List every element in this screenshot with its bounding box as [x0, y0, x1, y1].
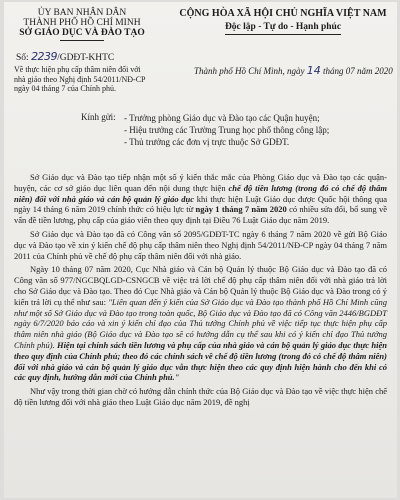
- handwritten-day: 14: [306, 64, 321, 77]
- recipient-item: - Hiệu trưởng các Trường Trung học phổ thông công lập;: [124, 125, 330, 135]
- body-paragraph-2: Sở Giáo dục và Đào tạo đã có Công văn số 2095/GDĐT-TC ngày 6 tháng 7 năm 2020 về gửi Bộ Giáo dục và Đào tạo về xin ý kiến chế độ phụ cấp thâm niên theo Nghị định 54/2011/NĐ-CP ngày 04 tháng 7 năm 2011 của Chính phủ về chế độ phụ cấp thâm niên đối với nhà giáo.: [14, 228, 387, 261]
- body-text: Ngày 10 tháng 07 năm 2020, Cục Nhà giáo và Cán bộ Quản lý thuộc Bộ Giáo dục và Đào tạo đã có Công văn số 977/NGCBQLGD-CSNGCB về việc trả lời chế độ phụ cấp thâm niên đối với nhà giáo trả lời cho Sở Giáo dục và Đào tạo. Theo đó Cục Nhà giáo và Cán bộ Quản lý thuộc Bộ Giáo dục và Đào trong có ý kiến trả lời cụ thể như sau:: [14, 264, 387, 307]
- nation-name: CỘNG HÒA XÃ HỘI CHỦ NGHĨA VIỆT NAM: [179, 8, 387, 19]
- body-paragraph-3: [14, 264, 387, 383]
- recipient-item: - Trưởng phòng Giáo dục và Đào tạo các Quận huyện;: [124, 113, 320, 123]
- document-body: [14, 172, 387, 411]
- document-number-prefix: Số:: [16, 53, 29, 63]
- recipient-item: - Thủ trưởng các đơn vị trực thuộc Sở GDĐT.: [124, 137, 290, 147]
- dateline: [194, 64, 393, 77]
- agency-line-3: SỞ GIÁO DỤC VÀ ĐÀO TẠO: [19, 28, 145, 38]
- body-text-bold: ngày 1 tháng 7 năm 2020: [195, 204, 287, 215]
- national-header: [172, 8, 394, 35]
- quoted-text-emphasis: Hiện tại chính sách tiền lương và phụ cấp của nhà giáo và cán bộ quản lý giáo dục thực hiện theo quy định của Chính phủ; theo đó các chính sách về chế độ tiền lương (trong đó có chế độ thâm niên) đối với nhà giáo và cán bộ quản lý giáo dục vẫn thực hiện theo các quy định hiện hành cho đến khi có các quy định, hướng dẫn mới của Chính phủ.": [14, 339, 387, 383]
- document-page: [4, 2, 397, 498]
- document-number-suffix: /GDĐT-KHTC: [57, 53, 115, 63]
- national-motto: Độc lập - Tự do - Hạnh phúc: [225, 22, 341, 35]
- document-subject: Về thực hiện phụ cấp thâm niên đối với nhà giáo theo Nghị định 54/2011/NĐ-CP ngày 04 tháng 7 của Chính phủ.: [14, 65, 146, 93]
- document-number: [16, 50, 114, 63]
- body-text-emphasis: chế độ tiền lương (trong đó có chế độ thâm niên) đối với nhà giáo và cán bộ quản lý giáo dục: [14, 182, 387, 204]
- recipients-label: Kính gửi:: [81, 112, 116, 122]
- dateline-suffix: tháng 07 năm 2020: [323, 66, 393, 76]
- recipients-list: [124, 112, 329, 148]
- agency-line-1: ỦY BAN NHÂN DÂN: [37, 8, 127, 18]
- issuing-agency-header: [14, 8, 150, 41]
- body-text: Sở Giáo dục và Đào tạo tiếp nhận một số ý kiến thắc mắc của Phòng Giáo dục và Đào tạo các quận-huyện, các cơ sở giáo dục liên quan đến nội dung thực hiện: [14, 172, 387, 193]
- body-text: có nhiều sửa đổi, bổ sung về vấn đề tiền lương, phụ cấp của giáo viên theo quy định tại Điều 76 Luật Giáo dục năm 2019.: [14, 204, 387, 226]
- body-paragraph-1: [14, 172, 387, 226]
- agency-underline: [60, 40, 104, 41]
- body-paragraph-4: Như vậy trong thời gian chờ có hướng dẫn chính thức của Bộ Giáo dục và Đào tạo về việc thực hiện chế độ tiền lương đối với nhà giáo theo Luật Giáo dục năm 2019, đề nghị: [14, 386, 387, 407]
- handwritten-document-number: 2239: [31, 50, 58, 63]
- body-text: khi thực hiện Luật Giáo dục được Quốc hội thông qua ngày 14 tháng 6 năm 2019 chính thức có hiệu lực từ: [14, 193, 387, 215]
- dateline-prefix: Thành phố Hồ Chí Minh, ngày: [194, 66, 305, 76]
- agency-line-2: THÀNH PHỐ HỒ CHÍ MINH: [23, 18, 141, 28]
- quoted-text: "Liên quan đến ý kiến của Sở Giáo dục và Đào tạo thành phố Hồ Chí Minh cũng như một số Sở Giáo dục và Đào tạo trong toàn quốc, Bộ Giáo dục và Đào tạo đã có Công văn 2446/BGDĐT ngày 6/7/2020 báo cáo và xin ý kiến chỉ đạo của Thủ tướng Chính phủ về việc tiếp tục thực hiện phụ cấp thâm niên nhà giáo (Bộ Giáo dục và Đào tạo sẽ có hướng dẫn cụ thể sau khi có ý kiến chỉ đạo Thủ tướng Chính phủ).: [14, 296, 387, 350]
